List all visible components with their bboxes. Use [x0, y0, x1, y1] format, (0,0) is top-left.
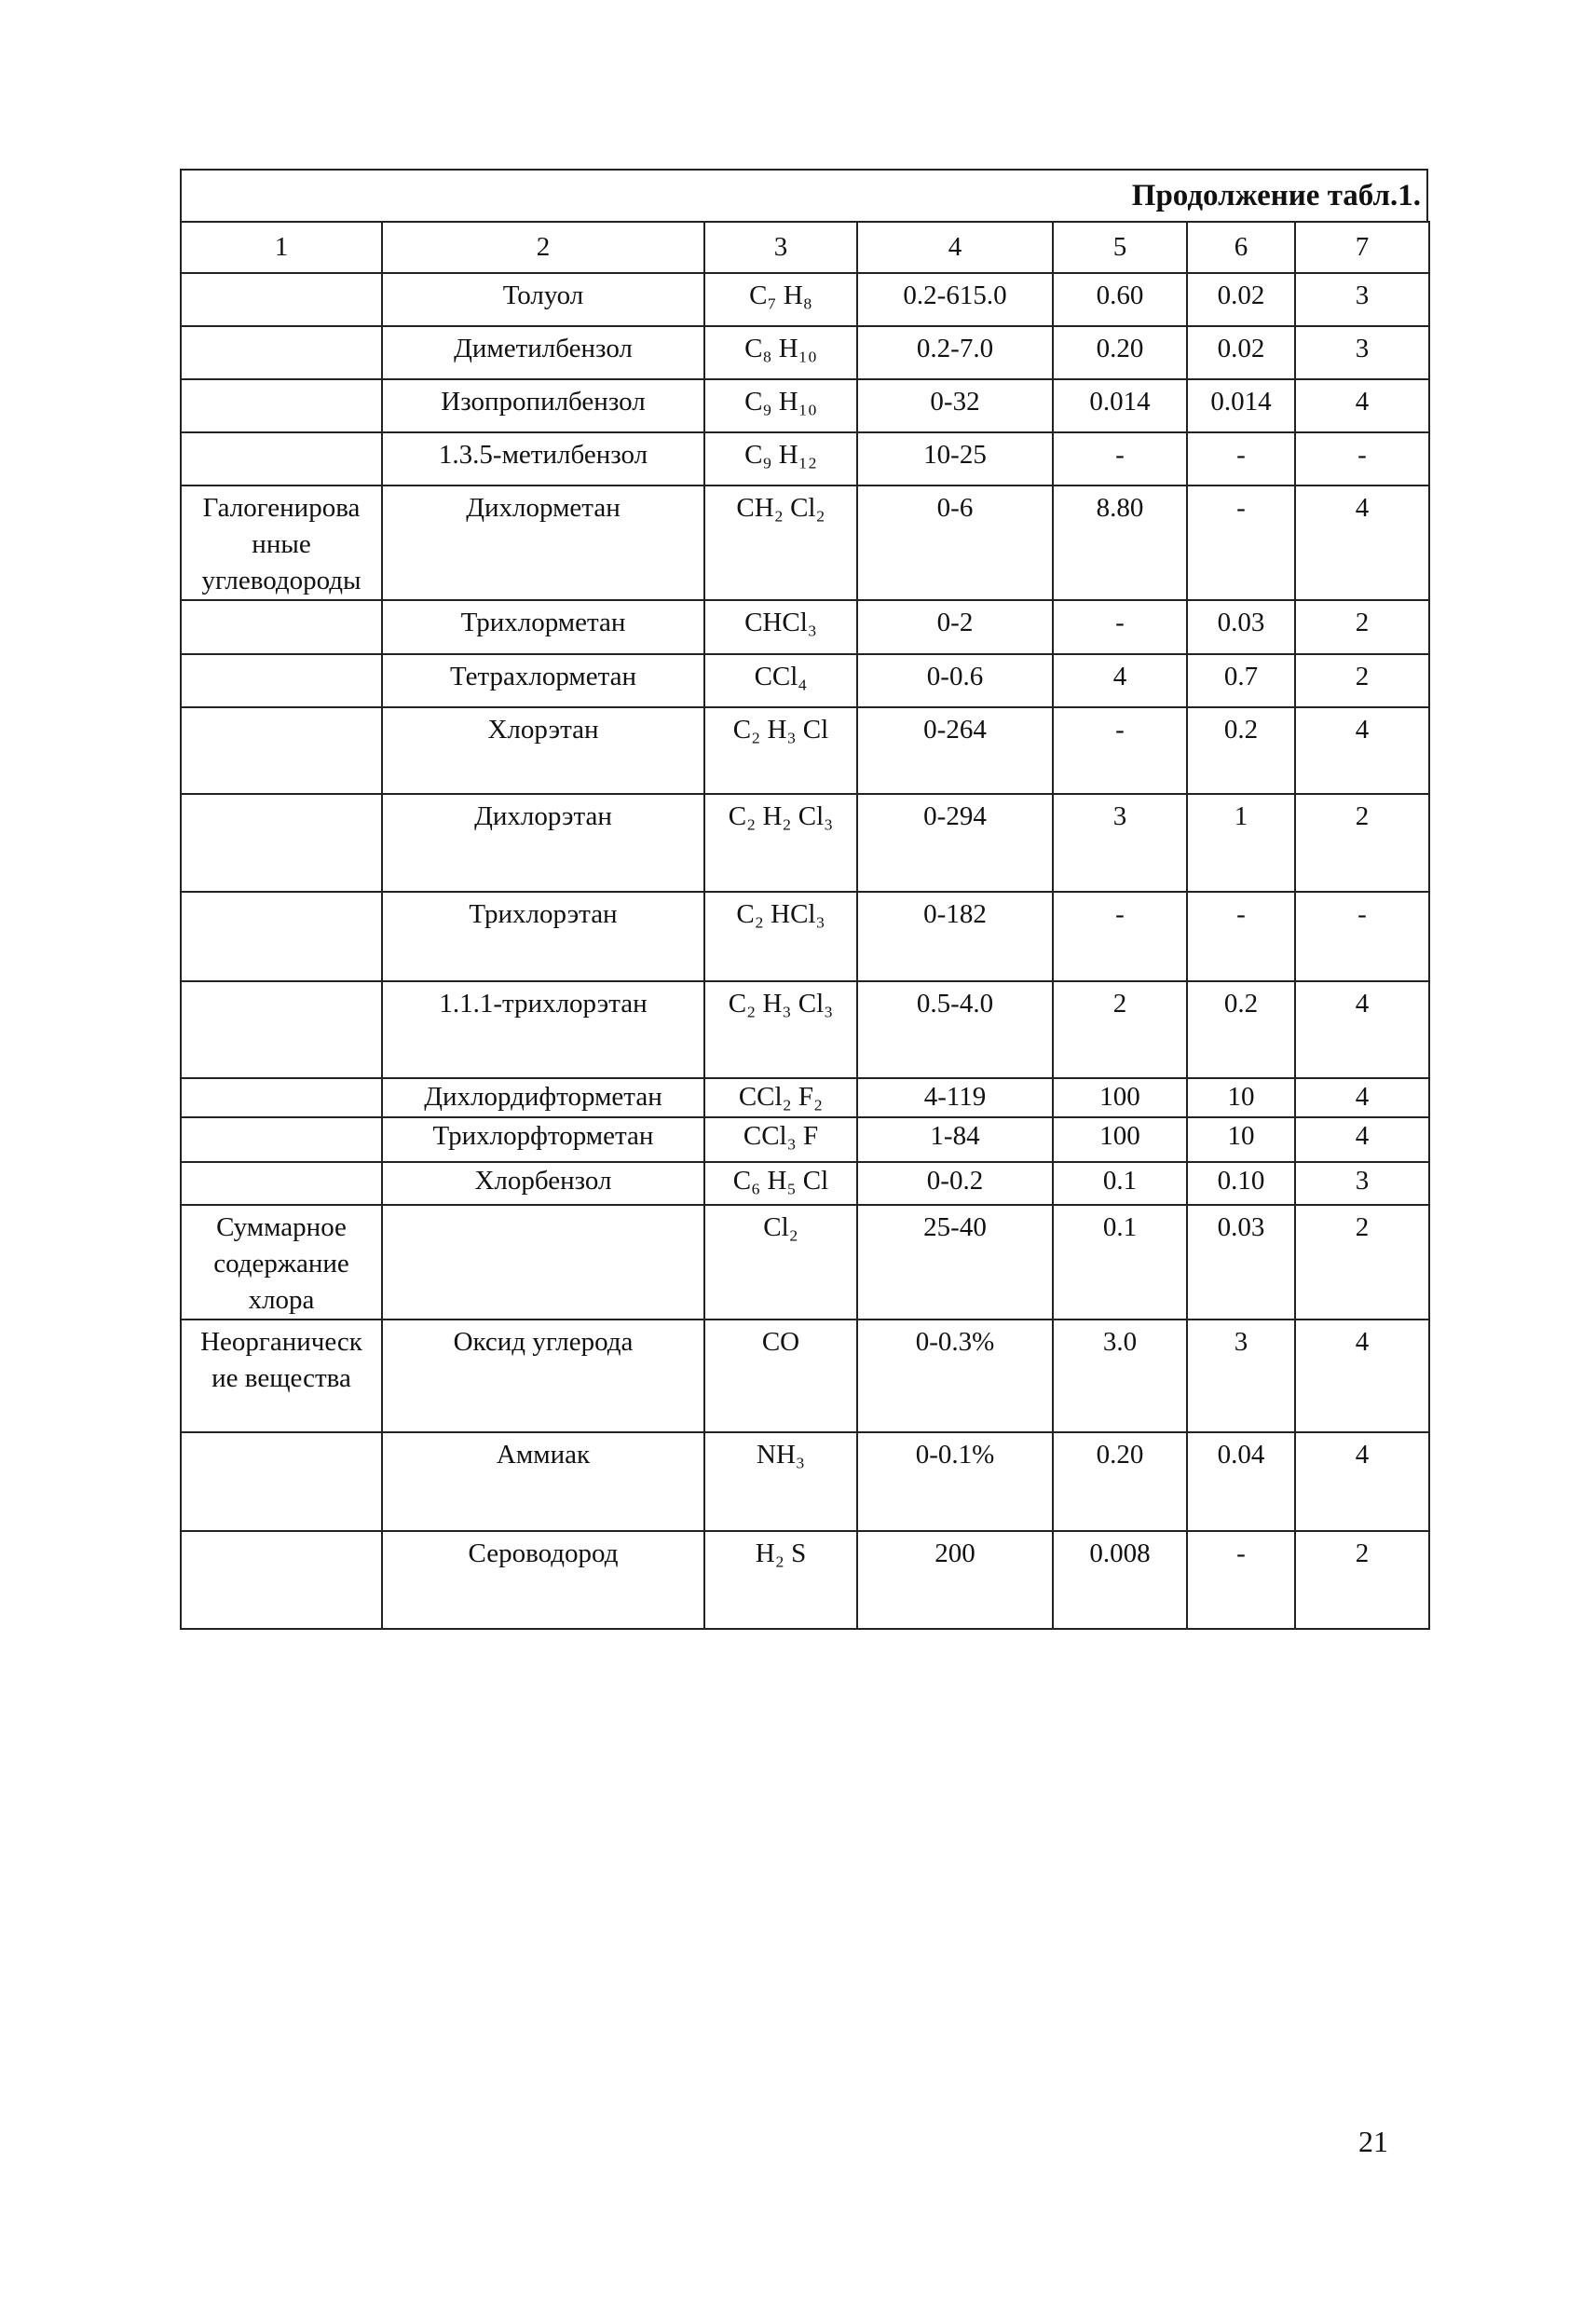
group-cell [181, 1531, 382, 1629]
value-cell: 2 [1295, 794, 1429, 892]
formula-cell: C₈ H₁₀ [704, 326, 857, 379]
value-cell: 4 [1295, 1432, 1429, 1531]
substance-cell: Аммиак [382, 1432, 704, 1531]
substance-cell: Трихлорэтан [382, 892, 704, 981]
range-cell: 0-32 [857, 379, 1053, 432]
substance-cell: Толуол [382, 273, 704, 326]
value-cell: 4 [1295, 1078, 1429, 1116]
table-row [181, 1162, 1429, 1205]
table-row [181, 654, 1429, 707]
group-cell: Суммарное содержание хлора [181, 1205, 382, 1320]
substance-cell: 1.3.5-метилбензол [382, 432, 704, 485]
value-cell: 4 [1295, 1117, 1429, 1162]
value-cell: 4 [1295, 485, 1429, 600]
table-row [181, 1117, 1429, 1162]
substance-cell: Хлорэтан [382, 707, 704, 794]
substance-cell [382, 1205, 704, 1320]
column-number: 2 [382, 222, 704, 273]
substance-cell: Трихлорметан [382, 600, 704, 654]
formula-cell: C₂ H₃ Cl₃ [704, 981, 857, 1078]
range-cell: 0-0.3% [857, 1320, 1053, 1432]
value-cell: 3 [1187, 1320, 1295, 1432]
group-cell: Галогенирова нные углеводороды [181, 485, 382, 600]
value-cell: - [1187, 432, 1295, 485]
range-cell: 0-0.2 [857, 1162, 1053, 1205]
value-cell: 3 [1295, 326, 1429, 379]
range-cell: 200 [857, 1531, 1053, 1629]
range-cell: 0.2-7.0 [857, 326, 1053, 379]
range-cell: 0-6 [857, 485, 1053, 600]
value-cell: 2 [1295, 654, 1429, 707]
substance-cell: Изопропилбензол [382, 379, 704, 432]
value-cell: 3 [1295, 1162, 1429, 1205]
value-cell: 100 [1053, 1078, 1187, 1116]
table-row [181, 1320, 1429, 1432]
column-number: 1 [181, 222, 382, 273]
table-row [181, 981, 1429, 1078]
value-cell: 0.2 [1187, 981, 1295, 1078]
value-cell: 3.0 [1053, 1320, 1187, 1432]
value-cell: 8.80 [1053, 485, 1187, 600]
group-cell [181, 432, 382, 485]
value-cell: 0.04 [1187, 1432, 1295, 1531]
group-cell [181, 707, 382, 794]
table-row [181, 432, 1429, 485]
table-row [181, 794, 1429, 892]
table-row [181, 1205, 1429, 1320]
substance-cell: Дихлордифторметан [382, 1078, 704, 1116]
value-cell: 0.008 [1053, 1531, 1187, 1629]
value-cell: - [1295, 432, 1429, 485]
value-cell: 100 [1053, 1117, 1187, 1162]
value-cell: 10 [1187, 1117, 1295, 1162]
range-cell: 0-294 [857, 794, 1053, 892]
value-cell: - [1053, 600, 1187, 654]
group-cell [181, 1078, 382, 1116]
formula-cell: C₂ H₃ Cl [704, 707, 857, 794]
table-row [181, 273, 1429, 326]
substance-cell: Сероводород [382, 1531, 704, 1629]
substance-cell: Дихлорэтан [382, 794, 704, 892]
formula-cell: C₉ H₁₂ [704, 432, 857, 485]
column-number: 7 [1295, 222, 1429, 273]
value-cell: - [1295, 892, 1429, 981]
range-cell: 0-2 [857, 600, 1053, 654]
value-cell: 0.014 [1053, 379, 1187, 432]
substance-cell: Диметилбензол [382, 326, 704, 379]
substance-cell: Оксид углерода [382, 1320, 704, 1432]
table-row [181, 485, 1429, 600]
formula-cell: CCl₃ F [704, 1117, 857, 1162]
substance-cell: Тетрахлорметан [382, 654, 704, 707]
range-cell: 0-264 [857, 707, 1053, 794]
range-cell: 0-182 [857, 892, 1053, 981]
formula-cell: CH₂ Cl₂ [704, 485, 857, 600]
table-row [181, 707, 1429, 794]
value-cell: 4 [1295, 981, 1429, 1078]
substance-cell: Дихлорметан [382, 485, 704, 600]
value-cell: 0.20 [1053, 1432, 1187, 1531]
value-cell: - [1053, 892, 1187, 981]
formula-cell: C₇ H₈ [704, 273, 857, 326]
value-cell: 10 [1187, 1078, 1295, 1116]
group-cell [181, 892, 382, 981]
value-cell: 0.7 [1187, 654, 1295, 707]
column-number: 5 [1053, 222, 1187, 273]
column-number-row [181, 222, 1429, 273]
formula-cell: C₂ H₂ Cl₃ [704, 794, 857, 892]
formula-cell: CO [704, 1320, 857, 1432]
table-caption: Продолжение табл.1. [1131, 178, 1421, 212]
value-cell: 3 [1053, 794, 1187, 892]
table-row [181, 379, 1429, 432]
column-number: 3 [704, 222, 857, 273]
range-cell: 0-0.6 [857, 654, 1053, 707]
value-cell: 2 [1053, 981, 1187, 1078]
value-cell: - [1053, 432, 1187, 485]
formula-cell: CCl₄ [704, 654, 857, 707]
group-cell [181, 1117, 382, 1162]
group-cell [181, 1162, 382, 1205]
substance-cell: 1.1.1-трихлорэтан [382, 981, 704, 1078]
caption-row [180, 169, 1428, 221]
formula-cell: H₂ S [704, 1531, 857, 1629]
value-cell: 4 [1295, 379, 1429, 432]
value-cell: 4 [1295, 707, 1429, 794]
range-cell: 1-84 [857, 1117, 1053, 1162]
formula-cell: NH₃ [704, 1432, 857, 1531]
value-cell: 4 [1053, 654, 1187, 707]
group-cell [181, 1432, 382, 1531]
range-cell: 25-40 [857, 1205, 1053, 1320]
data-table-container [180, 169, 1428, 1630]
range-cell: 4-119 [857, 1078, 1053, 1116]
group-cell [181, 273, 382, 326]
column-number: 4 [857, 222, 1053, 273]
range-cell: 0-0.1% [857, 1432, 1053, 1531]
group-cell [181, 379, 382, 432]
table-row [181, 600, 1429, 654]
value-cell: 0.2 [1187, 707, 1295, 794]
range-cell: 0.5-4.0 [857, 981, 1053, 1078]
value-cell: - [1053, 707, 1187, 794]
value-cell: 0.03 [1187, 1205, 1295, 1320]
table-row [181, 1078, 1429, 1116]
value-cell: 0.10 [1187, 1162, 1295, 1205]
value-cell: 2 [1295, 600, 1429, 654]
value-cell: 0.02 [1187, 326, 1295, 379]
table-row [181, 1432, 1429, 1531]
group-cell: Неорганическ ие вещества [181, 1320, 382, 1432]
value-cell: 0.60 [1053, 273, 1187, 326]
value-cell: 1 [1187, 794, 1295, 892]
formula-cell: CHCl₃ [704, 600, 857, 654]
value-cell: 0.1 [1053, 1205, 1187, 1320]
value-cell: 3 [1295, 273, 1429, 326]
formula-cell: C₆ H₅ Cl [704, 1162, 857, 1205]
value-cell: 4 [1295, 1320, 1429, 1432]
table-row [181, 1531, 1429, 1629]
value-cell: 2 [1295, 1205, 1429, 1320]
value-cell: 0.20 [1053, 326, 1187, 379]
range-cell: 10-25 [857, 432, 1053, 485]
value-cell: 0.02 [1187, 273, 1295, 326]
value-cell: 0.014 [1187, 379, 1295, 432]
group-cell [181, 654, 382, 707]
formula-cell: CCl₂ F₂ [704, 1078, 857, 1116]
group-cell [181, 981, 382, 1078]
table-row [181, 892, 1429, 981]
value-cell: - [1187, 1531, 1295, 1629]
column-number: 6 [1187, 222, 1295, 273]
value-cell: 2 [1295, 1531, 1429, 1629]
group-cell [181, 600, 382, 654]
value-cell: - [1187, 485, 1295, 600]
data-table [180, 221, 1430, 1630]
substance-cell: Хлорбензол [382, 1162, 704, 1205]
group-cell [181, 794, 382, 892]
range-cell: 0.2-615.0 [857, 273, 1053, 326]
table-row [181, 326, 1429, 379]
page-number: 21 [1358, 2125, 1388, 2158]
formula-cell: C₉ H₁₀ [704, 379, 857, 432]
group-cell [181, 326, 382, 379]
formula-cell: C₂ HCl₃ [704, 892, 857, 981]
value-cell: - [1187, 892, 1295, 981]
value-cell: 0.03 [1187, 600, 1295, 654]
value-cell: 0.1 [1053, 1162, 1187, 1205]
substance-cell: Трихлорфторметан [382, 1117, 704, 1162]
formula-cell: Cl₂ [704, 1205, 857, 1320]
